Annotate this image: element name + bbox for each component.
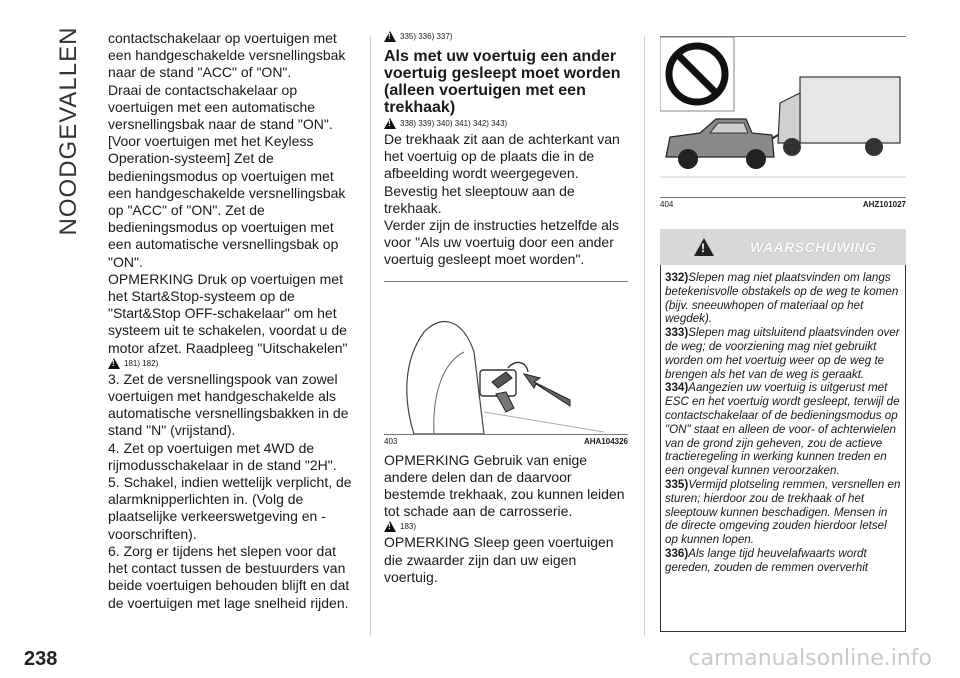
note: OPMERKING Gebruik van enige andere delen dan de daarvoor bestemde trekhaak, zou kunnen leiden tot schade aan de carrosserie. — [384, 451, 625, 520]
column-3 — [660, 30, 906, 632]
paragraph: De trekhaak zit aan de achterkant van het voertuig op de plaats die in de afbeelding wordt weergegeven. — [384, 131, 620, 182]
figure-caption — [660, 200, 906, 209]
warning-item-number: 333) — [665, 326, 689, 340]
figure-number: 403 — [384, 436, 398, 446]
warning-item — [665, 478, 901, 547]
warning-item-text: Aangezien uw voertuig is uitgerust met ESC en het voertuig wordt gesleept, terwijl de contactschakelaar of de bedieningsmodus op "ON" staat en alleen de voor- of achterwielen van de grond zijn geheven, zou de actieve tractieregeling in werking kunnen treden en een ongeval kunnen veroorzaken. — [665, 381, 900, 478]
warning-triangle-icon — [384, 118, 396, 129]
column-1 — [108, 30, 354, 612]
section-title-vertical — [54, 26, 84, 236]
figure-code: AHA104326 — [583, 436, 628, 446]
paragraph: OPMERKING Druk op voertuigen met het Start&Stop-systeem op de "Start&Stop OFF-schakelaar" om het systeem uit te schakelen, voordat u de motor afzet. Raadpleeg "Uitschakelen" — [108, 270, 348, 356]
column-divider — [644, 36, 645, 636]
warning-triangle-icon — [108, 358, 120, 369]
paragraph: contactschakelaar op voertuigen met een handgeschakelde versnellingsbak naar de stand "ACC" of "ON". — [108, 30, 346, 81]
warning-reference — [384, 118, 628, 129]
warning-reference — [108, 358, 354, 369]
note: OPMERKING Sleep geen voertuigen die zwaarder zijn dan uw eigen voertuig. — [384, 534, 614, 585]
warning-triangle-icon — [694, 238, 714, 256]
warning-item — [665, 271, 901, 326]
warning-reference — [384, 521, 628, 532]
warning-item-number: 332) — [665, 271, 689, 284]
figure-caption — [384, 437, 628, 446]
warning-item-text: Slepen mag uitsluitend plaatsvinden over de weg; de voorziening mag niet gebruikt worden om het voertuig weer op de weg te brengen als het van de weg is geraakt. — [665, 326, 900, 381]
warning-item-text: Als lange tijd heuvelafwaarts wordt gereden, zouden de remmen oververhit — [665, 546, 869, 574]
warning-header — [660, 229, 906, 265]
step-6: 6. Zorg er tijdens het slepen voor dat het contact tussen de bestuurders van beide voertuigen behouden blijft en dat de voertuigen met lage snelheid rijden. — [108, 542, 350, 611]
warning-box — [660, 229, 906, 632]
warning-item-number: 336) — [665, 546, 689, 560]
warning-item — [665, 547, 901, 575]
paragraph: Bevestig het sleeptouw aan de trekhaak. — [384, 182, 575, 216]
reference-numbers: 183) — [400, 522, 417, 532]
reference-numbers: 181) 182) — [124, 358, 159, 368]
reference-numbers: 338) 339) 340) 341) 342) 343) — [400, 119, 508, 128]
warning-body — [660, 265, 906, 632]
paragraph: Verder zijn de instructies hetzelfde als voor "Als uw voertuig door een ander voertuig gesleept moet worden". — [384, 217, 620, 268]
tow-hook-illustration — [384, 282, 628, 434]
warning-reference — [384, 31, 628, 42]
figure-number: 404 — [660, 200, 674, 209]
warning-title: WAARSCHUWING — [750, 239, 877, 255]
prohibited-towing-illustration — [660, 37, 906, 197]
reference-numbers: 335) 336) 337) — [400, 32, 453, 41]
warning-triangle-icon — [384, 31, 396, 42]
figure-code: AHZ101027 — [862, 200, 906, 209]
step-4: 4. Zet op voertuigen met 4WD de rijmodusschakelaar in de stand "2H". — [108, 439, 337, 473]
column-2 — [384, 30, 628, 586]
section-title-text: NOODGEVALLEN — [55, 26, 82, 236]
step-5: 5. Schakel, indien wettelijk verplicht, de alarmknipperlichten in. (Volg de plaatselijke verkeerswetgeving en -voorschriften). — [108, 474, 352, 542]
warning-item-number: 335) — [665, 477, 689, 491]
watermark[interactable]: carmanualsonline.info — [688, 646, 932, 671]
warning-item — [665, 381, 901, 478]
warning-triangle-icon — [384, 521, 396, 532]
figure-404 — [660, 36, 906, 198]
page-number: 238 — [24, 648, 58, 670]
warning-item-text: Slepen mag niet plaatsvinden om langs betekenisvolle obstakels op de weg te komen (bijv. sneeuwhopen of materiaal op het wegdek). — [665, 271, 899, 326]
column-divider — [370, 36, 371, 636]
paragraph: Draai de contactschakelaar op voertuigen met een automatische versnellingsbak naar de stand "ON". [Voor voertuigen met het Keyless Operation-systeem] Zet de bedieningsmodus op voertuigen met een handgeschakelde versnellingsbak op "ACC" of "ON". Zet de bedieningsmodus op voertuigen met een automatische versnellingsbak op "ON". — [108, 81, 346, 270]
step-3: 3. Zet de versnellingspook van zowel voertuigen met handgeschakelde als automatische versnellingsbakken in de stand "N" (vrijstand). — [108, 370, 349, 439]
warning-item — [665, 326, 901, 381]
warning-item-text: Vermijd plotseling remmen, versnellen en sturen; hierdoor zou de trekhaak of het sleeptouw kunnen beschadigen. Mensen in de directe omgeving zouden hierdoor letsel op kunnen lopen. — [665, 477, 901, 547]
figure-403 — [384, 281, 628, 435]
warning-item-number: 334) — [665, 381, 689, 395]
section-heading: Als met uw voertuig een ander voertuig gesleept moet worden (alleen voertuigen met een trekhaak) — [384, 48, 621, 116]
